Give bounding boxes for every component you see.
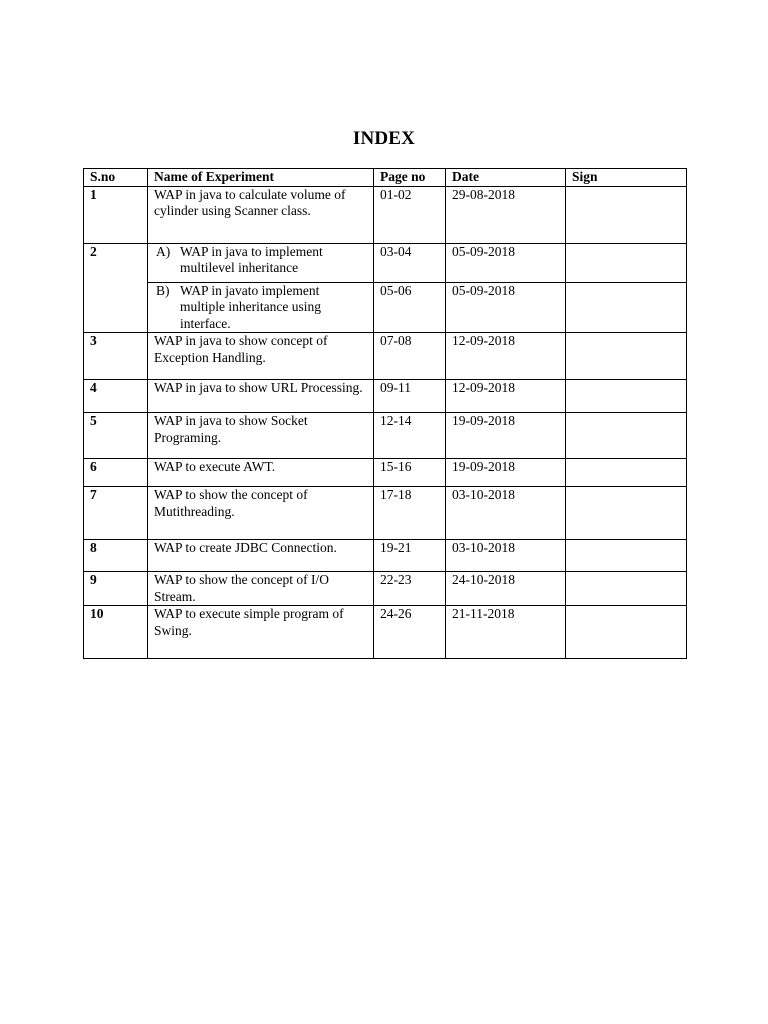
row-experiment-name: WAP in java to show Socket Programing. — [148, 413, 374, 459]
table-header-row — [84, 169, 687, 187]
row-sign — [566, 606, 687, 659]
header-date: Date — [446, 169, 566, 187]
row-sign — [566, 572, 687, 606]
row-sno: 8 — [84, 540, 148, 572]
header-name: Name of Experiment — [148, 169, 374, 187]
row-sno: 5 — [84, 413, 148, 459]
row-date: 19-09-2018 — [446, 413, 566, 459]
table-row — [84, 572, 687, 606]
row-date: 29-08-2018 — [446, 186, 566, 243]
row-experiment-name: WAP to show the concept of I/O Stream. — [148, 572, 374, 606]
row-page-no: 03-04 — [374, 243, 446, 282]
row-sign — [566, 459, 687, 487]
row-page-no: 15-16 — [374, 459, 446, 487]
header-sno: S.no — [84, 169, 148, 187]
row-page-no: 12-14 — [374, 413, 446, 459]
sub-item-text: WAP in javato implement multiple inheritance using interface. — [180, 282, 321, 331]
table-row — [84, 606, 687, 659]
row-page-no: 22-23 — [374, 572, 446, 606]
row-date: 12-09-2018 — [446, 380, 566, 413]
row-date: 19-09-2018 — [446, 459, 566, 487]
index-table — [83, 168, 687, 659]
header-sign: Sign — [566, 169, 687, 187]
row-page-no: 01-02 — [374, 186, 446, 243]
row-sign — [566, 243, 687, 282]
row-experiment-name: WAP to execute AWT. — [148, 459, 374, 487]
row-sign — [566, 487, 687, 540]
row-experiment-name: WAP in java to show URL Processing. — [148, 380, 374, 413]
row-page-no: 24-26 — [374, 606, 446, 659]
row-page-no: 05-06 — [374, 282, 446, 333]
table-row — [84, 380, 687, 413]
row-sno: 4 — [84, 380, 148, 413]
row-experiment-name — [148, 282, 374, 333]
row-date: 03-10-2018 — [446, 540, 566, 572]
row-experiment-name: WAP to create JDBC Connection. — [148, 540, 374, 572]
row-sno: 1 — [84, 186, 148, 243]
table-row — [84, 243, 687, 282]
row-sno: 3 — [84, 333, 148, 380]
table-row — [84, 459, 687, 487]
row-page-no: 07-08 — [374, 333, 446, 380]
row-page-no: 17-18 — [374, 487, 446, 540]
row-sign — [566, 282, 687, 333]
row-sno: 10 — [84, 606, 148, 659]
row-sign — [566, 380, 687, 413]
row-date: 05-09-2018 — [446, 243, 566, 282]
row-sno: 6 — [84, 459, 148, 487]
page-title: INDEX — [352, 128, 416, 149]
sub-item-label: A) — [156, 243, 171, 259]
row-sign — [566, 413, 687, 459]
header-page: Page no — [374, 169, 446, 187]
row-date: 24-10-2018 — [446, 572, 566, 606]
row-date: 03-10-2018 — [446, 487, 566, 540]
table-row — [84, 186, 687, 243]
table-row — [84, 282, 687, 333]
table-row — [84, 333, 687, 380]
row-experiment-name: WAP to execute simple program of Swing. — [148, 606, 374, 659]
sub-item-label: B) — [156, 282, 170, 298]
row-experiment-name: WAP to show the concept of Mutithreading. — [148, 487, 374, 540]
row-sign — [566, 333, 687, 380]
row-experiment-name: WAP in java to calculate volume of cylinder using Scanner class. — [148, 186, 374, 243]
table-row — [84, 487, 687, 540]
row-page-no: 09-11 — [374, 380, 446, 413]
sub-item-a — [154, 244, 367, 277]
sub-item-b — [154, 283, 367, 333]
sub-item-text: WAP in java to implement multilevel inheritance — [180, 243, 323, 275]
row-page-no: 19-21 — [374, 540, 446, 572]
table-row — [84, 413, 687, 459]
row-experiment-name — [148, 243, 374, 282]
row-sno: 9 — [84, 572, 148, 606]
row-date: 05-09-2018 — [446, 282, 566, 333]
row-sno: 2 — [84, 243, 148, 333]
row-experiment-name: WAP in java to show concept of Exception Handling. — [148, 333, 374, 380]
row-date: 12-09-2018 — [446, 333, 566, 380]
row-date: 21-11-2018 — [446, 606, 566, 659]
row-sign — [566, 186, 687, 243]
row-sno: 7 — [84, 487, 148, 540]
table-row — [84, 540, 687, 572]
row-sign — [566, 540, 687, 572]
